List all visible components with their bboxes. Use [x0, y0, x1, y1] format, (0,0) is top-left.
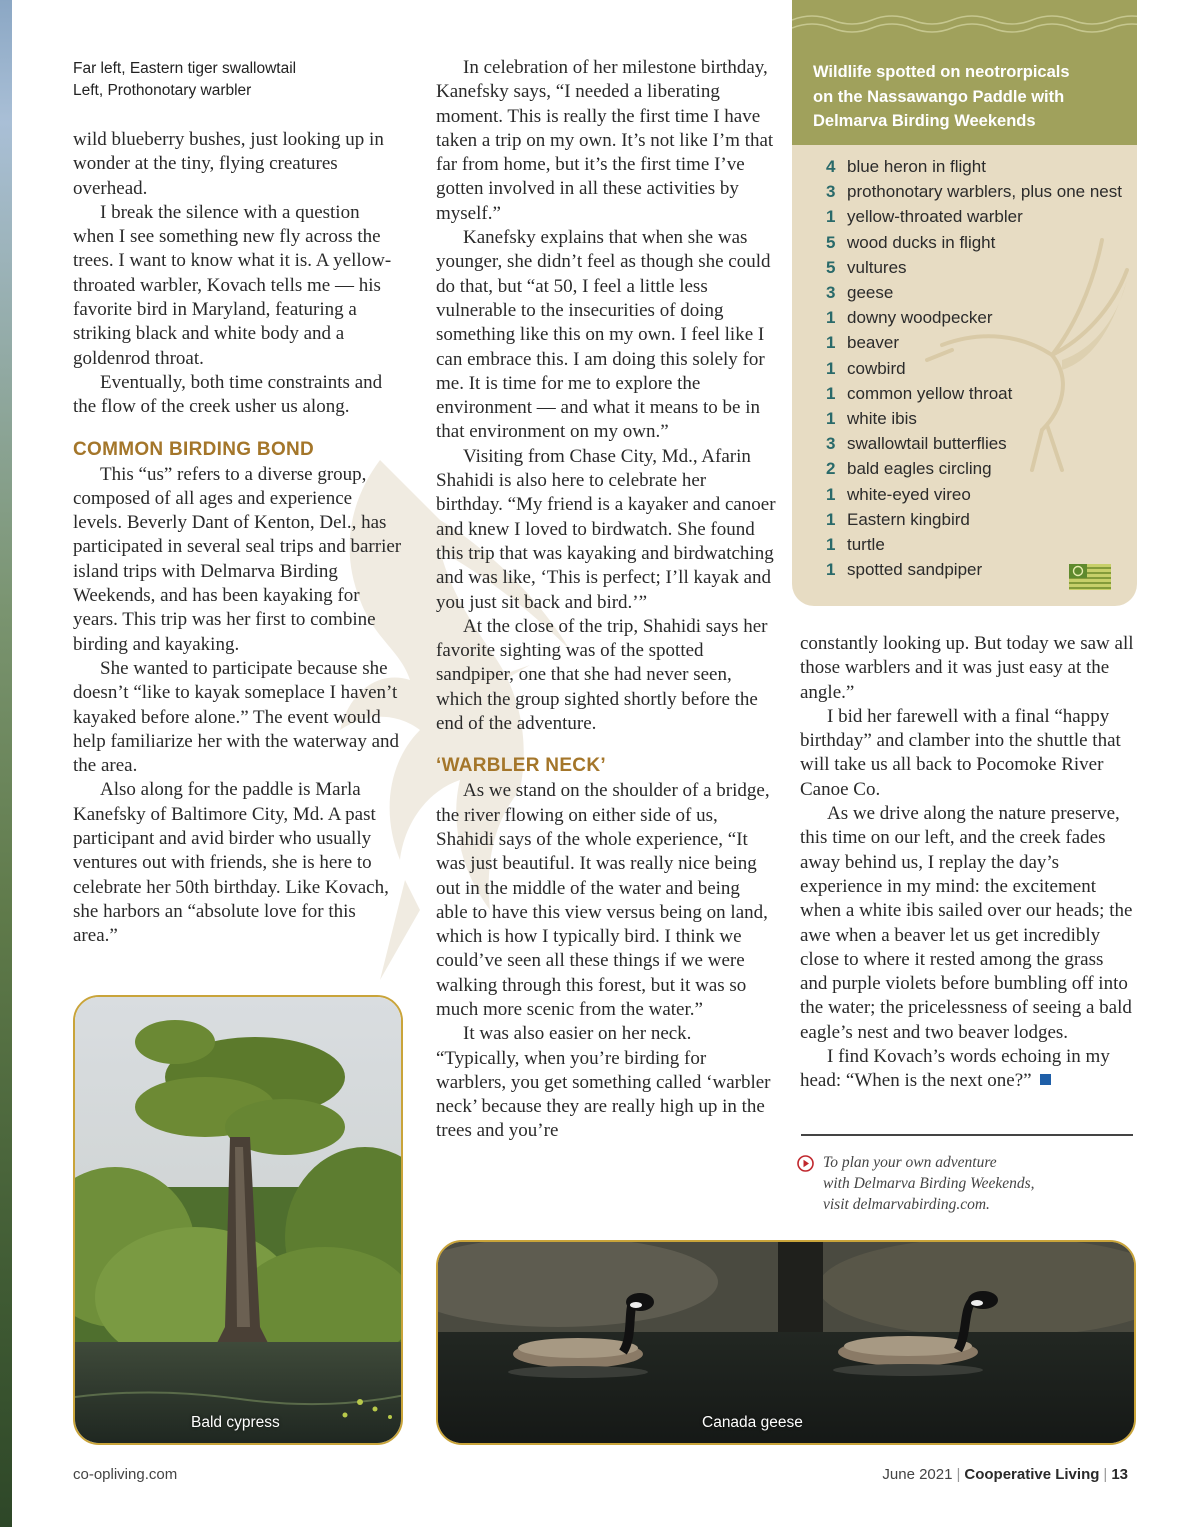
footer-date: June 2021 [882, 1466, 953, 1483]
caption-warbler: Left, Prothonotary warbler [73, 82, 252, 99]
section-heading-common-birding-bond: COMMON BIRDING BOND [73, 438, 315, 460]
bald-cypress-image [75, 997, 403, 1445]
wildlife-count: 1 [826, 308, 836, 328]
wildlife-label: wood ducks in flight [847, 232, 996, 252]
caption-canada-geese: Canada geese [702, 1414, 803, 1431]
divider [801, 1134, 1133, 1136]
wildlife-label: Eastern kingbird [847, 509, 970, 529]
footer-separator: | [1103, 1466, 1108, 1483]
paragraph: Visiting from Chase City, Md., Afarin Shahidi is also here to celebrate her birthday. “My friend is a kayaker and canoer and knew I loved to birdwatch. She found this trip that was kayaking and birdwatching and was like, ‘This is perfect; I’ll kayak and you just sit back and bird.’” [436, 445, 776, 613]
list-item [826, 255, 1137, 280]
paragraph: I bid her farewell with a final “happy birthday” and clamber into the shuttle that will take us all back to Pocomoke River Canoe Co. [800, 705, 1121, 800]
plan-adventure-note [797, 1152, 1117, 1215]
wildlife-count: 3 [826, 182, 836, 202]
wildlife-count: 3 [826, 283, 836, 303]
wildlife-label: turtle [847, 535, 885, 555]
footer-issue [882, 1466, 1128, 1483]
paragraph: At the close of the trip, Shahidi says her favorite sighting was of the spotted sandpiper, one that she had never seen, which the group sighted shortly before the end of the adventure. [436, 615, 768, 735]
end-mark-icon [1040, 1074, 1051, 1085]
sidebar-title-line: Wildlife spotted on neotrorpicals [813, 63, 1070, 81]
article-column-2 [436, 56, 776, 1144]
wildlife-label: white-eyed vireo [847, 484, 971, 504]
footer-page-number: 13 [1111, 1466, 1128, 1483]
list-item [826, 532, 1137, 557]
paragraph: As we drive along the nature preserve, this time on our left, and the creek fades away behind us, I replay the day’s experience in my mind: the excitement when a white ibis sailed over our heads; the awe when a beaver let us get incredibly close to where it rested among the grass and purple violets before bumbling off into the water; the pricelessness of seeing a bald eagle’s nest and two beaver lodges. [800, 803, 1133, 1043]
paragraph: Eventually, both time constraints and the flow of the creek usher us along. [73, 371, 383, 418]
co-op-flag-icon [1069, 564, 1111, 590]
paragraph: constantly looking up. But today we saw all those warblers and it was just easy at the angle.” [800, 633, 1134, 703]
list-item [826, 330, 1137, 355]
article-column-3 [800, 632, 1135, 1094]
wildlife-count: 5 [826, 257, 836, 277]
list-item [826, 381, 1137, 406]
list-item [826, 204, 1137, 229]
paragraph: I break the silence with a question when I see something new fly across the trees. I want to know what it is. A yellow-throated warbler, Kovach tells me — his favorite bird in Maryland, featuring a striking black and white body and a goldenrod throat. [73, 201, 392, 369]
paragraph [800, 1045, 1135, 1094]
footer-magazine: Cooperative Living [964, 1466, 1100, 1483]
list-item [826, 230, 1137, 255]
paragraph: In celebration of her milestone birthday, Kanefsky says, “I needed a liberating moment. This is really the first time I have taken a trip on my own. It’s not like I’m that far from home, but it’s the first time I’ve gotten involved in all these activities by myself.” [436, 57, 774, 224]
sidebar-title-line: on the Nassawango Paddle with [813, 87, 1065, 106]
wildlife-label: yellow-throated warbler [847, 207, 1023, 227]
wildlife-count: 3 [826, 434, 836, 454]
wildlife-count: 4 [826, 157, 836, 176]
list-item [826, 406, 1137, 431]
plan-line: visit delmarvabirding.com. [823, 1196, 990, 1213]
sidebar-title [813, 60, 1117, 134]
wildlife-label: geese [847, 283, 894, 303]
paragraph: wild blueberry bushes, just looking up in wonder at the tiny, flying creatures overhead. [73, 129, 384, 199]
paragraph: Kanefsky explains that when she was younger, she didn’t feel as though she could do that, but “at 50, I feel a little less vulnerable to the insecurities of doing something like this on my own. I feel like I can embrace this. I am doing this solely for me. It is time for me to explore the environment — and what it means to be in that environment on my own.” [436, 227, 771, 443]
closing-text: I find Kovach’s words echoing in my head: “When is the next one?” [800, 1046, 1110, 1092]
paragraph: It was also easier on her neck. “Typically, when you’re birding for warblers, you get something called ‘warbler neck’ because they are really high up in the trees and you’re [436, 1023, 771, 1142]
wave-decoration-icon [792, 8, 1137, 38]
left-edge-photo-strip [0, 0, 12, 1527]
wildlife-label: spotted sandpiper [847, 560, 983, 580]
wildlife-label: vultures [847, 257, 907, 277]
wildlife-count: 1 [826, 535, 836, 555]
plan-line: with Delmarva Birding Weekends, [823, 1175, 1035, 1192]
wildlife-list [792, 145, 1137, 582]
wildlife-count: 1 [826, 207, 836, 227]
list-item [826, 431, 1137, 456]
section-heading-warbler-neck: ‘WARBLER NECK’ [436, 755, 606, 777]
paragraph: She wanted to participate because she doesn’t “like to kayak someplace I haven’t kayaked before alone.” The event would help familiarize her with the waterway and the area. [73, 657, 400, 777]
caption-swallowtail: Far left, Eastern tiger swallowtail [73, 60, 297, 77]
wildlife-count: 1 [826, 383, 836, 403]
wildlife-label: cowbird [847, 358, 906, 378]
footer-separator: | [956, 1466, 961, 1483]
sidebar-header [792, 0, 1137, 145]
list-item [826, 179, 1137, 204]
list-item [826, 305, 1137, 330]
wildlife-count: 1 [826, 484, 836, 504]
list-item [826, 482, 1137, 507]
list-item [826, 154, 1137, 179]
paragraph: As we stand on the shoulder of a bridge, the river flowing on either side of us, Shahidi says of the whole experience, “It was just beautiful. It was really nice being out in the middle of the water and being able to have this view versus being on land, which is how I typically bird. I think we could’ve seen all these things if we were walking through this forest, but it was so much more scenic from the water.” [436, 780, 770, 1020]
wildlife-label: common yellow throat [847, 383, 1013, 403]
wildlife-count: 1 [826, 333, 836, 353]
wildlife-label: downy woodpecker [847, 308, 993, 328]
canada-geese-photo [436, 1240, 1136, 1445]
article-column-1 [73, 128, 403, 949]
wildlife-label: bald eagles circling [847, 459, 992, 479]
wildlife-count: 2 [826, 459, 836, 479]
wildlife-count: 1 [826, 560, 836, 580]
wildlife-count: 5 [826, 232, 836, 252]
wildlife-count: 1 [826, 509, 836, 529]
caption-bald-cypress: Bald cypress [191, 1414, 280, 1431]
wildlife-count: 1 [826, 358, 836, 378]
list-item [826, 356, 1137, 381]
sidebar-title-line: Delmarva Birding Weekends [813, 112, 1036, 130]
wildlife-count: 1 [826, 409, 836, 429]
plan-line: To plan your own adventure [823, 1154, 997, 1171]
bald-cypress-photo [73, 995, 403, 1445]
paragraph: This “us” refers to a diverse group, composed of all ages and experience levels. Beverly Dant of Kenton, Del., has participated in several seal trips and barrier island trips with Delmarva Birding Weekends, and has been kayaking for years. This trip was her first to combine birding and kayaking. [73, 463, 402, 655]
wildlife-label: white ibis [847, 409, 917, 429]
wildlife-label: prothonotary warblers, plus one nest [847, 182, 1122, 202]
wildlife-label: beaver [847, 333, 899, 353]
paragraph: Also along for the paddle is Marla Kanefsky of Baltimore City, Md. A past participant and avid birder who usually ventures out with friends, she is here to celebrate her 50th birthday. Like Kovach, she harbors an “absolute love for this area.” [73, 779, 389, 947]
list-item [826, 456, 1137, 481]
wildlife-label: blue heron in flight [847, 157, 986, 176]
wildlife-sidebar [792, 0, 1137, 606]
list-item [826, 507, 1137, 532]
footer-site: co-opliving.com [73, 1466, 178, 1483]
photo-caption-top [73, 58, 296, 102]
play-icon [797, 1155, 814, 1172]
wildlife-label: swallowtail butterflies [847, 434, 1007, 454]
list-item [826, 280, 1137, 305]
